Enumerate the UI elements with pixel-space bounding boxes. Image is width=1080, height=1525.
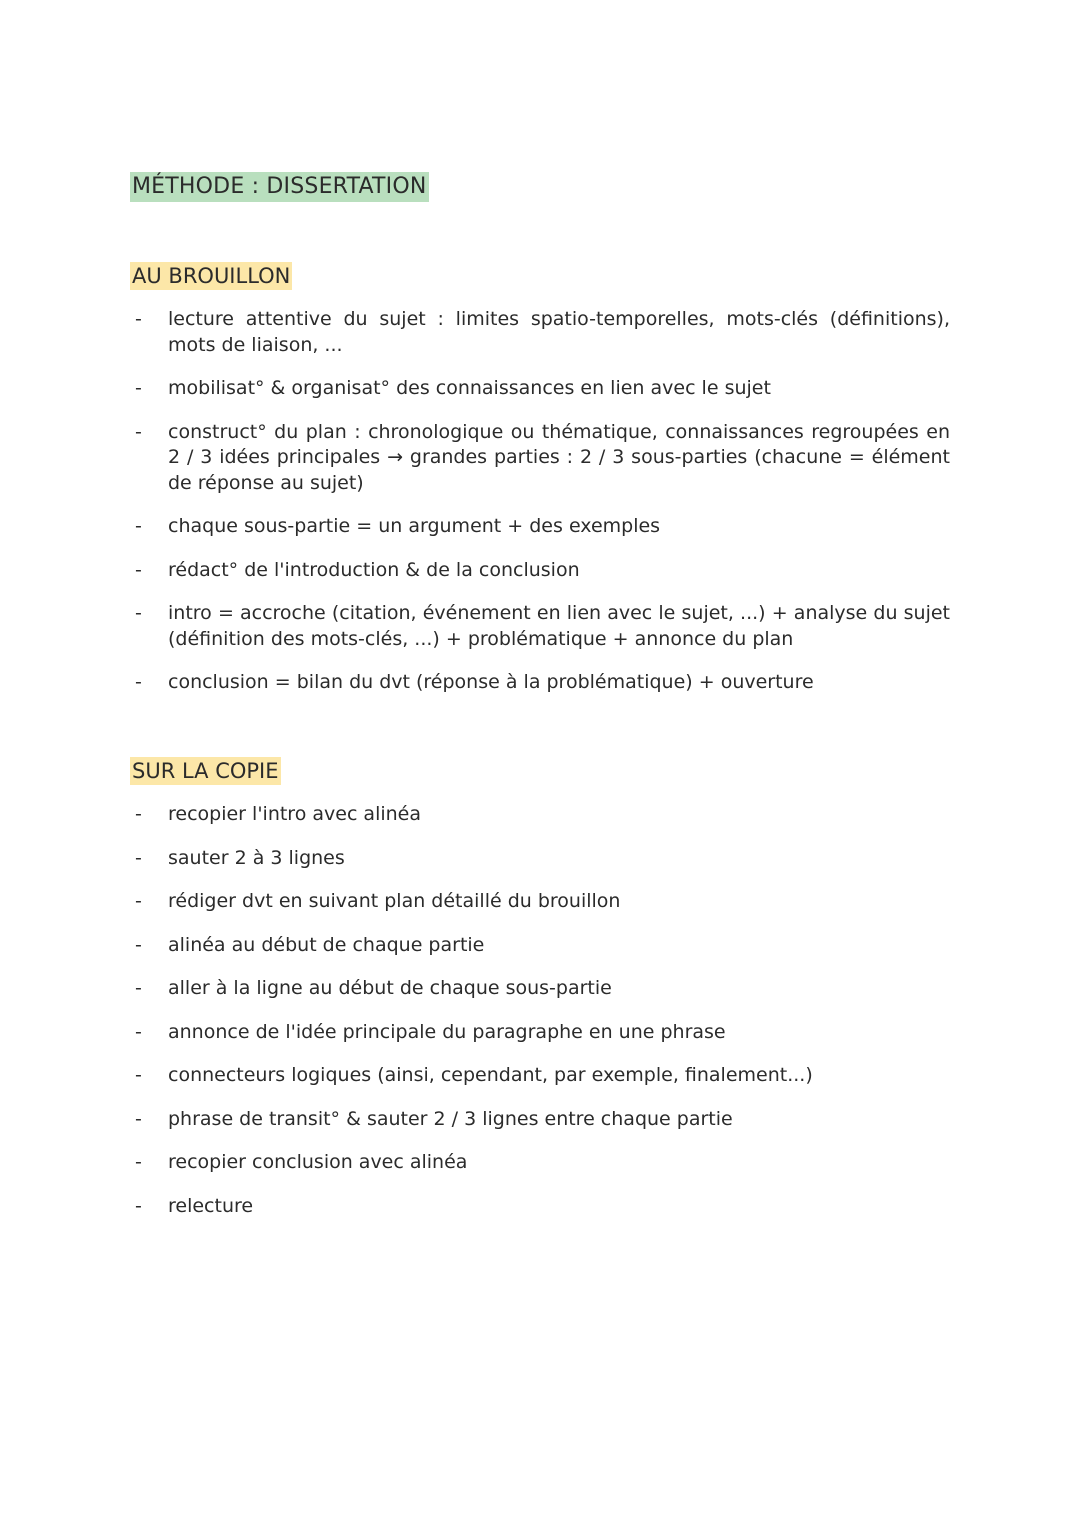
list-item-text: conclusion = bilan du dvt (réponse à la problématique) + ouverture	[168, 671, 814, 693]
bullet-dash: -	[135, 933, 142, 956]
list-item-text: relecture	[168, 1194, 254, 1217]
page-title: MÉTHODE : DISSERTATION	[130, 172, 429, 202]
list-item-text: sauter 2 à 3 lignes	[168, 846, 345, 869]
bullet-dash: -	[135, 420, 142, 443]
list-copie	[130, 802, 950, 1237]
list-item-text: connecteurs logiques (ainsi, cependant, par exemple, finalement...)	[168, 1064, 813, 1086]
list-item-text: phrase de transit° & sauter 2 / 3 lignes entre chaque partie	[168, 1107, 733, 1130]
bullet-dash: -	[135, 803, 142, 825]
list-item	[130, 1107, 950, 1133]
list-item-text: construct° du plan : chronologique ou thématique, connaissances regroupées en 2 / 3 idées principales → grandes parties : 2 / 3 sous-parties (chacune = élément de réponse au sujet)	[168, 420, 950, 494]
list-item	[130, 976, 950, 1002]
list-item-text: rédiger dvt en suivant plan détaillé du brouillon	[168, 890, 621, 912]
list-item	[130, 846, 950, 872]
list-item-text: annonce de l'idée principale du paragraphe en une phrase	[168, 1020, 726, 1043]
list-item	[130, 1063, 950, 1089]
list-item-text: alinéa au début de chaque partie	[168, 933, 485, 956]
list-item-text: aller à la ligne au début de chaque sous-partie	[168, 977, 612, 999]
list-item-text: recopier l'intro avec alinéa	[168, 803, 422, 825]
list-item	[130, 514, 950, 540]
list-item	[130, 376, 950, 402]
list-item	[130, 307, 950, 358]
list-item-text: mobilisat° & organisat° des connaissances en lien avec le sujet	[168, 377, 771, 399]
list-item	[130, 802, 950, 828]
bullet-dash: -	[135, 1151, 142, 1173]
list-item	[130, 1150, 950, 1176]
list-item-text: recopier conclusion avec alinéa	[168, 1151, 468, 1173]
list-item	[130, 933, 950, 959]
bullet-dash: -	[135, 671, 142, 693]
bullet-dash: -	[135, 890, 142, 912]
list-item-text: chaque sous-partie = un argument + des exemples	[168, 515, 661, 537]
bullet-dash: -	[135, 977, 142, 999]
section-heading-brouillon: AU BROUILLON	[132, 264, 291, 288]
bullet-dash: -	[135, 1194, 142, 1217]
bullet-dash: -	[135, 515, 142, 537]
bullet-dash: -	[135, 602, 142, 624]
bullet-dash: -	[135, 377, 142, 399]
list-item	[130, 889, 950, 915]
list-item	[130, 1020, 950, 1046]
list-item	[130, 1194, 950, 1220]
bullet-dash: -	[135, 1064, 142, 1086]
bullet-dash: -	[135, 1107, 142, 1130]
section-heading-copie: SUR LA COPIE	[132, 759, 279, 783]
list-item-text: intro = accroche (citation, événement en lien avec le sujet, ...) + analyse du sujet (définition des mots-clés, ...) + problématique + annonce du plan	[168, 602, 950, 650]
list-brouillon	[130, 307, 950, 714]
bullet-dash: -	[135, 308, 142, 330]
list-item	[130, 420, 950, 497]
list-item	[130, 558, 950, 584]
bullet-dash: -	[135, 558, 142, 581]
list-item-text: rédact° de l'introduction & de la conclusion	[168, 558, 580, 581]
list-item	[130, 601, 950, 652]
list-item-text: lecture attentive du sujet : limites spatio-temporelles, mots-clés (définitions), mots de liaison, ...	[168, 308, 950, 356]
list-item	[130, 670, 950, 696]
bullet-dash: -	[135, 1020, 142, 1043]
bullet-dash: -	[135, 846, 142, 869]
